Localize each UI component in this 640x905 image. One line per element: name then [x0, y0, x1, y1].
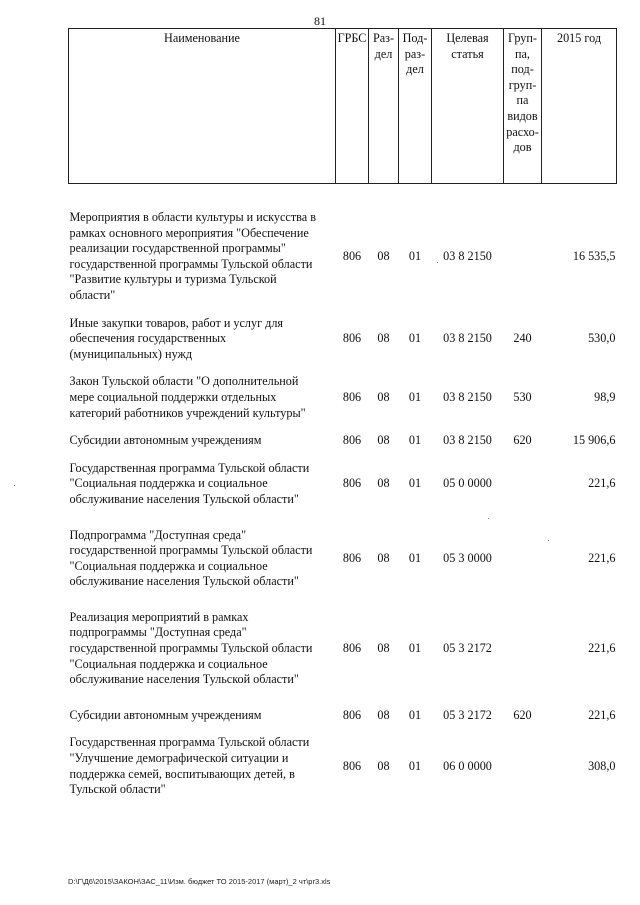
table-body	[69, 184, 617, 798]
header-section	[369, 29, 399, 184]
row-target: 03 8 2150	[443, 389, 492, 404]
row-spacer	[69, 688, 617, 708]
row-name-line: (муниципальных) нужд	[69, 346, 193, 361]
row-section: 08	[377, 476, 390, 491]
header-grbs: ГРБС	[336, 29, 369, 184]
row-group	[504, 735, 542, 797]
footer-file-path: D:\Г\Д6\2015\ЗАКОН\ЗАС_11\Изм. бюджет ТО 2015-2017 (март)_2 чт\pr3.xls	[68, 877, 331, 886]
row-name-line: области"	[69, 287, 116, 302]
row-name-line: Реализация мероприятий в рамках	[69, 609, 249, 624]
row-name-line: "Социальная поддержка и социальное	[69, 656, 268, 671]
row-name-line: Субсидии автономным учреждениям	[69, 433, 262, 448]
row-name-line: "Улучшение демографической ситуации и	[69, 751, 289, 766]
row-name-line: государственной программы Тульской области	[69, 256, 313, 271]
row-name	[69, 610, 336, 688]
row-amount: 98,9	[594, 389, 616, 404]
row-name-line: обслуживание населения Тульской области"	[69, 672, 299, 687]
row-section: 08	[377, 758, 390, 773]
row-amount: 308,0	[588, 758, 616, 773]
row-amount: 530,0	[588, 331, 616, 346]
row-section: 08	[377, 550, 390, 565]
row-name-line: Субсидии автономным учреждениям	[69, 707, 262, 722]
table-row	[69, 316, 617, 363]
row-spacer	[69, 508, 617, 528]
header-line: дел	[374, 46, 393, 61]
row-spacer	[69, 184, 617, 211]
row-name-line: государственной программы Тульской области	[69, 543, 313, 558]
row-name-line: обслуживание населения Тульской области"	[69, 574, 299, 589]
row-name	[69, 374, 336, 421]
row-group: 240	[513, 331, 532, 346]
header-line: груп-	[508, 77, 537, 92]
row-target: 05 3 2172	[443, 641, 492, 656]
row-name-line: "Социальная поддержка и социальное	[69, 558, 268, 573]
row-name-line: Государственная программа Тульской области	[69, 735, 310, 750]
row-spacer	[69, 590, 617, 610]
header-line: Целевая	[446, 31, 489, 45]
row-name	[69, 210, 336, 304]
row-name-line: государственной программы Тульской области	[69, 641, 313, 656]
row-section: 08	[377, 331, 390, 346]
row-name-line: обслуживание населения Тульской области"	[69, 491, 299, 506]
row-subsection: 01	[408, 248, 422, 263]
scan-speck	[548, 540, 549, 541]
table-row	[69, 528, 617, 590]
row-subsection: 01	[408, 758, 422, 773]
row-amount: 221,6	[588, 476, 616, 491]
row-spacer	[69, 449, 617, 461]
row-target: 05 3 2172	[443, 707, 492, 722]
row-name	[69, 708, 336, 724]
budget-table	[68, 28, 617, 798]
row-name-line: поддержка семей, воспитывающих детей, в	[69, 766, 295, 781]
table-row	[69, 433, 617, 449]
row-group	[504, 210, 542, 304]
row-section: 08	[377, 389, 390, 404]
row-grbs: 806	[342, 641, 362, 656]
row-grbs: 806	[342, 758, 362, 773]
row-target: 03 8 2150	[443, 248, 492, 263]
header-line: па	[516, 93, 529, 108]
scan-speck	[437, 262, 438, 263]
table-row	[69, 374, 617, 421]
row-name-line: Иные закупки товаров, работ и услуг для	[69, 315, 284, 330]
row-target: 06 0 0000	[443, 758, 492, 773]
row-name-line: подпрограммы "Доступная среда"	[69, 625, 247, 640]
row-amount: 221,6	[588, 550, 616, 565]
header-year: 2015 год	[542, 29, 617, 184]
row-spacer	[69, 723, 617, 735]
row-target: 03 8 2150	[443, 433, 492, 448]
table-row	[69, 708, 617, 724]
row-target: 05 3 0000	[443, 550, 492, 565]
table-header-row	[69, 29, 617, 184]
row-section: 08	[377, 248, 390, 263]
row-amount: 16 535,5	[572, 248, 616, 263]
row-group: 530	[513, 389, 532, 404]
row-name-line: Закон Тульской области "О дополнительной	[69, 374, 299, 389]
row-name-line: реализации государственной программы"	[69, 241, 286, 256]
header-line: дов	[513, 140, 532, 155]
row-section: 08	[377, 641, 390, 656]
header-subsection	[399, 29, 432, 184]
row-amount: 15 906,6	[572, 433, 616, 448]
row-group	[504, 610, 542, 688]
row-name-line: Подпрограмма "Доступная среда"	[69, 527, 247, 542]
row-target: 03 8 2150	[443, 331, 492, 346]
row-grbs: 806	[342, 331, 362, 346]
header-group	[504, 29, 542, 184]
row-grbs: 806	[342, 433, 362, 448]
row-name-line: "Развитие культуры и туризма Тульской	[69, 272, 277, 287]
table-row	[69, 735, 617, 797]
row-name	[69, 528, 336, 590]
header-line: Груп-	[508, 31, 537, 45]
table-row	[69, 610, 617, 688]
row-subsection: 01	[408, 641, 422, 656]
header-line: раз-	[404, 46, 426, 61]
row-section: 08	[377, 707, 390, 722]
row-group: 620	[513, 433, 532, 448]
header-line: под-	[511, 62, 534, 77]
row-section: 08	[377, 433, 390, 448]
header-line: дел	[406, 62, 424, 77]
row-grbs: 806	[342, 550, 362, 565]
table-row	[69, 461, 617, 508]
row-name-line: мере социальной поддержки отдельных	[69, 389, 277, 404]
row-spacer	[69, 304, 617, 316]
row-name-line: обеспечения государственных	[69, 331, 227, 346]
header-line: расхо-	[506, 124, 539, 139]
row-name	[69, 461, 336, 508]
row-group	[504, 528, 542, 590]
row-name-line: Тульской области"	[69, 782, 166, 797]
row-subsection: 01	[408, 331, 422, 346]
header-line: статья	[451, 46, 484, 61]
row-subsection: 01	[408, 707, 422, 722]
row-grbs: 806	[342, 476, 362, 491]
row-grbs: 806	[342, 248, 362, 263]
row-amount: 221,6	[588, 707, 616, 722]
row-amount: 221,6	[588, 641, 616, 656]
scan-speck	[488, 518, 489, 519]
page-number: 81	[314, 14, 326, 28]
row-subsection: 01	[408, 389, 422, 404]
header-line: видов	[507, 108, 538, 123]
row-name-line: Мероприятия в области культуры и искусства в	[69, 210, 316, 224]
row-subsection: 01	[408, 476, 422, 491]
header-target	[432, 29, 504, 184]
row-group: 620	[513, 707, 532, 722]
row-name	[69, 735, 336, 797]
row-name-line: "Социальная поддержка и социальное	[69, 476, 268, 491]
scan-speck	[14, 485, 15, 486]
row-target: 05 0 0000	[443, 476, 492, 491]
row-grbs: 806	[342, 707, 362, 722]
row-grbs: 806	[342, 389, 362, 404]
header-name: Наименование	[69, 29, 336, 184]
row-spacer	[69, 421, 617, 433]
header-line: Раз-	[372, 31, 395, 45]
table-row	[69, 210, 617, 304]
row-subsection: 01	[408, 433, 422, 448]
header-line: Под-	[402, 31, 428, 45]
row-spacer	[69, 362, 617, 374]
row-subsection: 01	[408, 550, 422, 565]
header-line: па,	[515, 46, 530, 61]
row-name-line: Государственная программа Тульской области	[69, 460, 310, 475]
row-name	[69, 316, 336, 363]
row-group	[504, 461, 542, 508]
row-name-line: категорий работников учреждений культуры"	[69, 405, 306, 420]
row-name-line: рамках основного мероприятия "Обеспечение	[69, 225, 309, 240]
row-name	[69, 433, 336, 449]
